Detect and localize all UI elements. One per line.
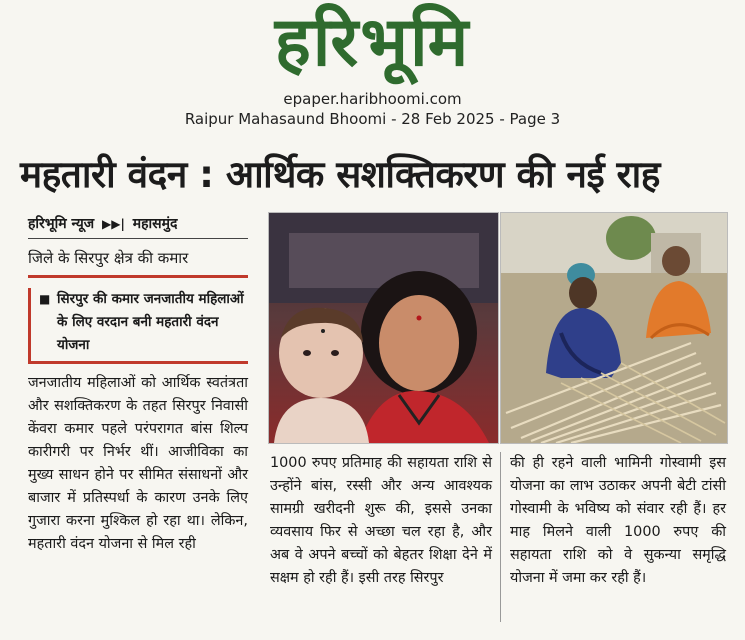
article-left-column <box>28 210 248 556</box>
edition-info: Raipur Mahasaund Bhoomi - 28 Feb 2025 - Page 3 <box>184 110 561 128</box>
fast-forward-icon: ▶▶| <box>102 217 125 231</box>
byline <box>28 210 248 239</box>
article-headline: महतारी वंदन : आर्थिक सशक्तिकरण की नई राह <box>20 153 660 196</box>
photo-bamboo-weavers <box>500 212 728 444</box>
byline-source: हरिभूमि न्यूज <box>28 216 95 232</box>
column-divider <box>500 452 501 622</box>
photo-mother-and-child <box>268 212 499 444</box>
mother-child-illustration <box>269 213 498 443</box>
highlight-box <box>28 288 248 364</box>
highlight-text: सिरपुर की कमार जनजातीय महिलाओं के लिए वरदान बनी महतारी वंदन योजना <box>57 291 244 353</box>
square-bullet-icon: ■ <box>39 292 51 306</box>
byline-place: महासमुंद <box>132 216 178 232</box>
kicker-text: जिले के सिरपुर क्षेत्र की कमार <box>28 247 248 278</box>
article-column-1: जनजातीय महिलाओं को आर्थिक स्वतंत्रता और सशक्तिकरण के तहत सिरपुर निवासी केंवरा कमार पहले परंपरागत बांस शिल्प कारीगरी पर निर्भर थीं। आजीविका का मुख्य साधन होने पर सीमित संसाधनों और बाजार में प्रतिस्पर्धा के कारण उनके लिए गुजारा करना मुश्किल हो रहा था। लेकिन, महतारी वंदन योजना से मिल रही <box>28 375 248 552</box>
epaper-url[interactable]: epaper.haribhoomi.com <box>283 90 462 108</box>
article-column-3: की ही रहने वाली भामिनी गोस्वामी इस योजना का लाभ उठाकर अपनी बेटी टांसी गोस्वामी के भविष्य को संवार रही हैं। हर माह मिलने वाली 1000 रुपए की सहायता राशि को वे सुकन्या समृद्धि योजना में जमा कर रही हैं। <box>510 455 726 586</box>
article-column-2: 1000 रुपए प्रतिमाह की सहायता राशि से उन्होंने बांस, रस्सी और अन्य आवश्यक सामग्री खरीदनी शुरू की, इससे उनका व्यवसाय फिर से अच्छा चल रहा है, और अब वे अपने बच्चों को बेहतर शिक्षा देने में सक्षम हो रही हैं। इसी तरह सिरपुर <box>270 455 492 586</box>
masthead <box>0 0 745 135</box>
weavers-illustration <box>501 213 727 443</box>
newspaper-logo: हरिभूमि <box>274 3 471 82</box>
